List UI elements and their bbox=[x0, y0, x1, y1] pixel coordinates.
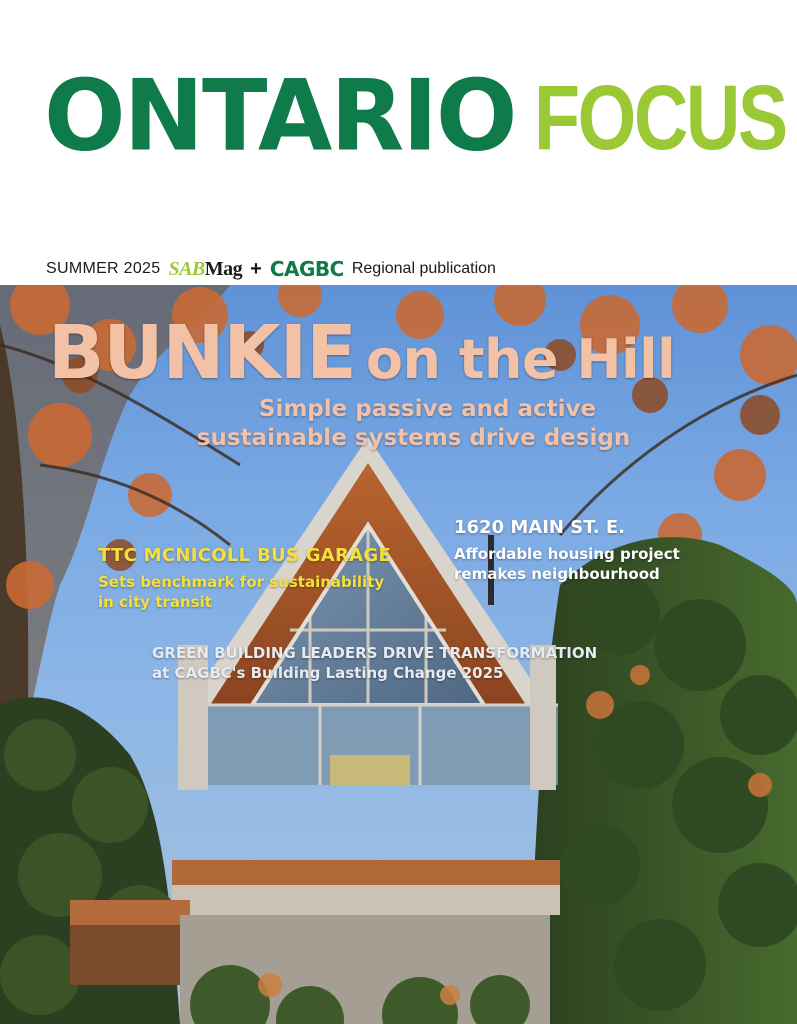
cagbc-logo: CAGBC bbox=[269, 257, 344, 281]
cover-story-title-main: BUNKIE bbox=[48, 310, 356, 396]
sabmag-logo-mag: Mag bbox=[204, 257, 243, 280]
title-ontario: ONTARIO bbox=[44, 58, 516, 174]
cover-story-subtitle-line1: Simple passive and active bbox=[258, 396, 597, 422]
brand-plus: + bbox=[250, 257, 262, 280]
magazine-title bbox=[44, 60, 797, 180]
sabmag-logo bbox=[168, 258, 242, 281]
story-green-building-line1: GREEN BUILDING LEADERS DRIVE TRANSFORMATION bbox=[152, 644, 598, 662]
cover-story-subtitle bbox=[0, 395, 797, 453]
cover-story-title bbox=[48, 310, 675, 396]
title-focus: FOCUS bbox=[533, 67, 786, 169]
story-ttc-headline: TTC MCNICOLL BUS GARAGE bbox=[98, 545, 392, 566]
story-ttc-deck-line2: in city transit bbox=[98, 593, 212, 611]
story-main-st bbox=[454, 517, 680, 584]
story-ttc-deck-line1: Sets benchmark for sustainability bbox=[98, 573, 385, 591]
story-ttc bbox=[98, 545, 391, 612]
masthead bbox=[0, 0, 797, 285]
story-green-building bbox=[152, 643, 597, 683]
issue-line bbox=[46, 254, 496, 284]
story-main-st-deck-line1: Affordable housing project bbox=[454, 545, 680, 563]
story-green-building-line2: at CAGBC's Building Lasting Change 2025 bbox=[152, 664, 504, 682]
cover-story-subtitle-line2: sustainable systems drive design bbox=[196, 425, 631, 451]
issue-date: SUMMER 2025 bbox=[46, 260, 161, 277]
sabmag-logo-sab: SAB bbox=[168, 257, 205, 280]
cover-story-title-tail: on the Hill bbox=[365, 328, 676, 391]
story-main-st-deck-line2: remakes neighbourhood bbox=[454, 565, 660, 583]
story-ttc-deck bbox=[98, 572, 391, 612]
story-main-st-deck bbox=[454, 544, 680, 584]
issue-note: Regional publication bbox=[351, 260, 496, 277]
story-main-st-headline: 1620 MAIN ST. E. bbox=[454, 517, 625, 538]
